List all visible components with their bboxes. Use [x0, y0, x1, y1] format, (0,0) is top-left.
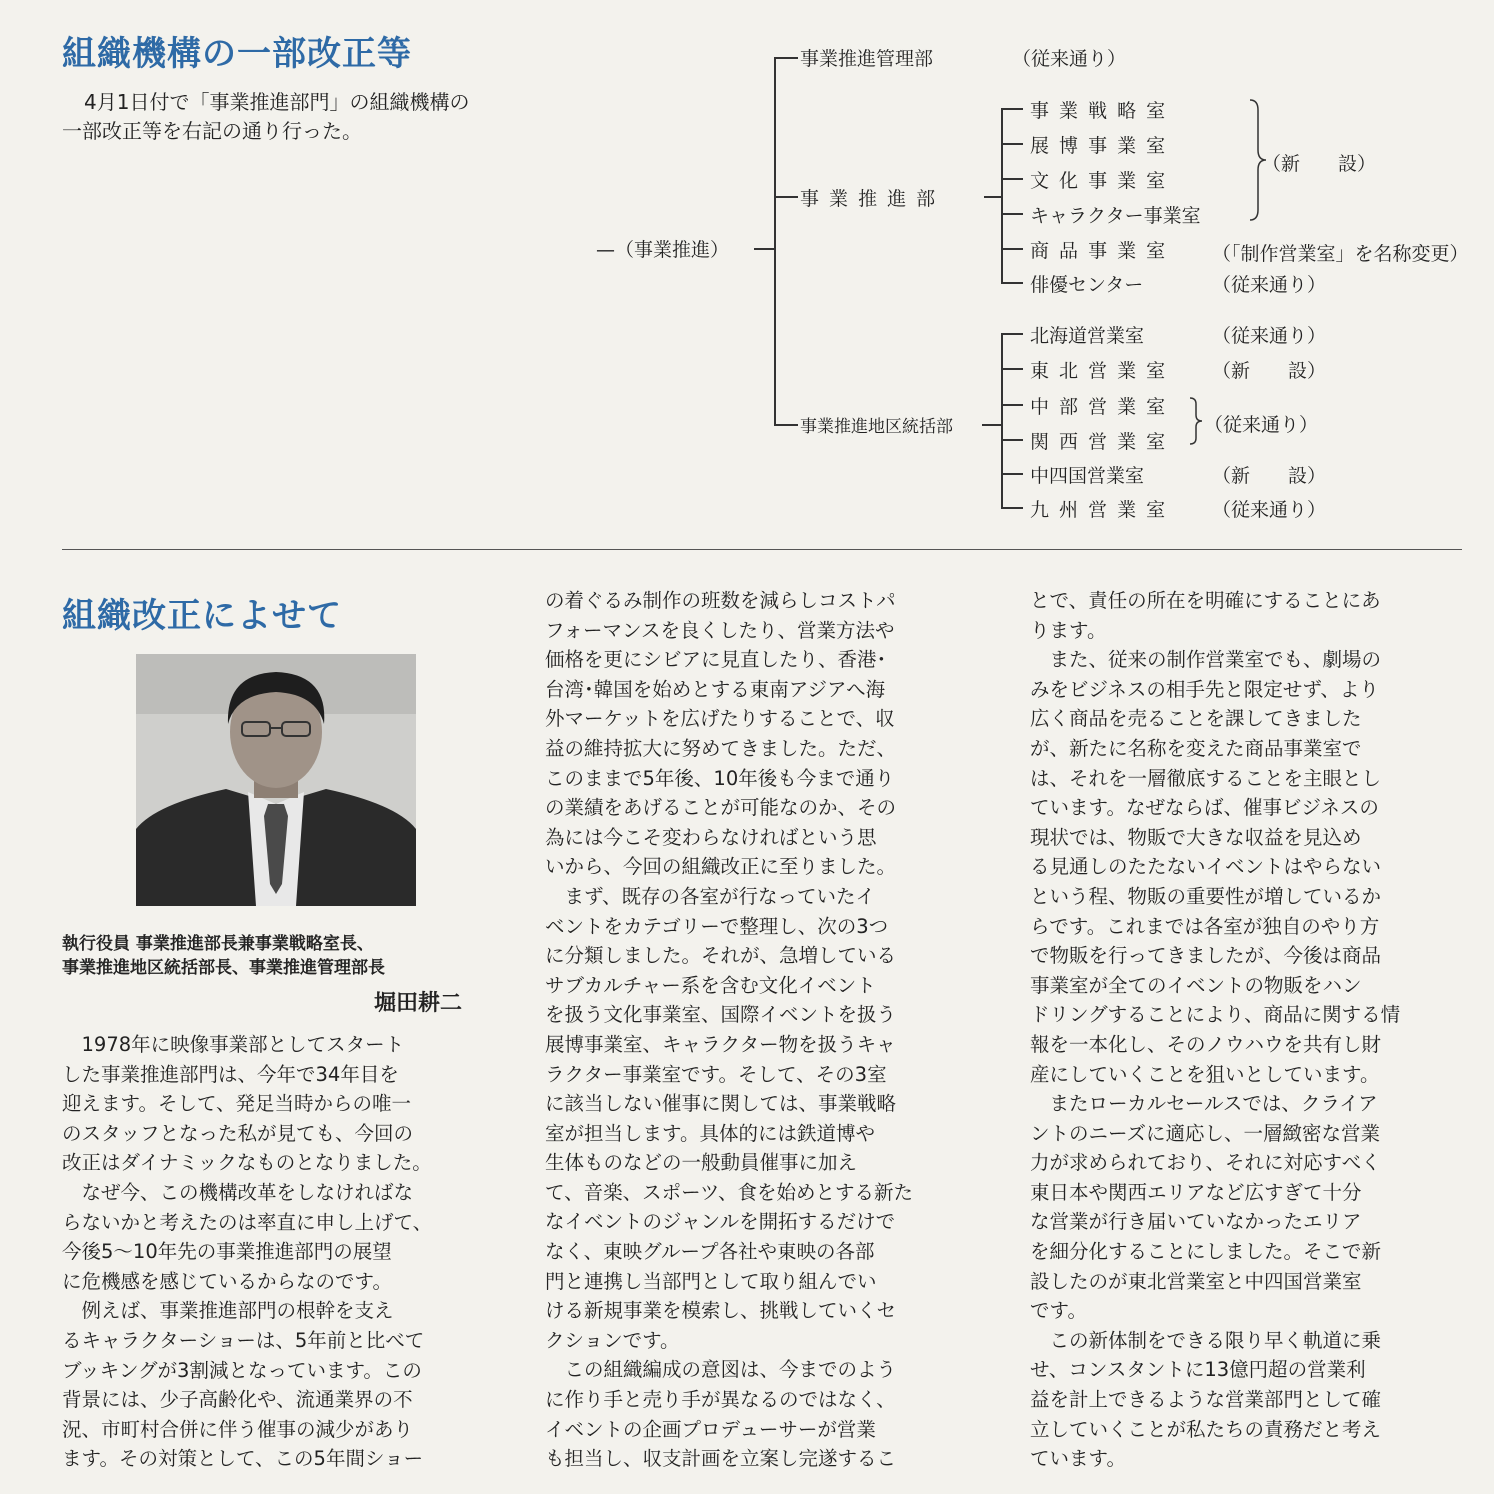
text-line: です。: [1030, 1299, 1087, 1323]
org-root: —（事業推進）: [596, 239, 730, 261]
org-note: （新 設）: [1212, 360, 1327, 382]
org-region: 事業推進地区統括部: [800, 417, 953, 437]
text-line: ける新規事業を模索し、挑戦していくセ: [545, 1299, 897, 1323]
text-line: 事業室が全てのイベントの物販をハン: [1030, 973, 1362, 997]
text-line: またローカルセールスでは、クライア: [1030, 1092, 1378, 1116]
org-note: （従来通り）: [1212, 499, 1327, 521]
text-line: の着ぐるみ制作の班数を減らしコストパ: [545, 589, 896, 612]
org-haiyu-note: （従来通り）: [1212, 274, 1327, 296]
text-line: サブカルチャー系を含む文化イベント: [545, 973, 876, 997]
text-line: なぜ今、この機構改革をしなければな: [62, 1180, 414, 1204]
text-line: に危機感を感じているからなのです。: [62, 1269, 392, 1293]
text-line: 為には今こそ変わらなければという思: [545, 825, 877, 849]
org-room: 商 品 事 業 室: [1030, 240, 1168, 262]
text-line: は、それを一層徹底することを主眼とし: [1030, 766, 1382, 790]
text-line: せ、コンスタントに13億円超の営業利: [1030, 1358, 1366, 1382]
text-line: ります。: [1030, 618, 1107, 642]
org-new-note: （新 設）: [1262, 153, 1377, 175]
intro-text: [62, 88, 469, 146]
text-line: ます。その対策として、この5年間ショー: [62, 1447, 424, 1471]
text-line: 外マーケットを広げたりすることで、収: [545, 707, 895, 731]
org-shohin-note: （「制作営業室」を名称変更）: [1212, 243, 1469, 265]
text-line: で物販を行ってきましたが、今後は商品: [1030, 944, 1382, 968]
text-line: 迎えます。そして、発足当時からの唯一: [62, 1092, 412, 1116]
brace-icon: [1188, 396, 1204, 446]
text-line: ています。: [1030, 1447, 1126, 1471]
caption-line: 事業推進地区統括部長、事業推進管理部長: [62, 958, 385, 978]
caption-line: 執行役員 事業推進部長兼事業戦略室長、: [62, 934, 374, 954]
org-room: 展 博 事 業 室: [1030, 135, 1168, 157]
text-line: 立していくことが私たちの責務だと考え: [1030, 1417, 1382, 1441]
intro-line: 4月1日付で「事業推進部門」の組織機構の: [84, 90, 470, 114]
author-name: 堀田耕二: [374, 991, 463, 1016]
org-room: キャラクター事業室: [1030, 205, 1201, 227]
text-line: な営業が行き届いていなかったエリア: [1030, 1210, 1362, 1234]
org-room: 中四国営業室: [1030, 465, 1145, 487]
text-line: らないかと考えたのは率直に申し上げて、: [62, 1210, 433, 1234]
org-room: 事 業 戦 略 室: [1030, 100, 1168, 122]
text-line: 設したのが東北営業室と中四国営業室: [1030, 1269, 1362, 1293]
text-line: も担当し、収支計画を立案し完遂するこ: [545, 1447, 897, 1471]
org-room: 中 部 営 業 室: [1030, 396, 1168, 418]
text-line: るキャラクターショーは、5年前と比べて: [62, 1328, 425, 1352]
text-line: また、従来の制作営業室でも、劇場の: [1030, 648, 1382, 672]
text-line: まず、既存の各室が行なっていたイ: [545, 884, 875, 908]
text-line: 改正はダイナミックなものとなりました。: [62, 1151, 432, 1175]
text-line: らです。これまでは各室が独自のやり方: [1030, 914, 1380, 938]
text-line: を細分化することにしました。そこで新: [1030, 1240, 1382, 1264]
text-line: この新体制をできる限り早く軌道に乗: [1030, 1328, 1382, 1352]
text-line: 報を一本化し、そのノウハウを共有し財: [1030, 1032, 1382, 1056]
text-line: ブッキングが3割減となっています。この: [62, 1358, 422, 1382]
org-dept: 事 業 推 進 部: [800, 188, 938, 210]
text-line: 室が担当します。具体的には鉄道博や: [545, 1121, 875, 1145]
text-line: 展博事業室、キャラクター物を扱うキャ: [545, 1032, 896, 1056]
text-line: 益を計上できるような営業部門として確: [1030, 1388, 1382, 1412]
section-title-essay: 組織改正によせて: [62, 596, 342, 636]
text-line: クションです。: [545, 1328, 680, 1352]
intro-line: 一部改正等を右記の通り行った。: [62, 119, 362, 143]
author-caption: [62, 932, 385, 980]
section-title-reform: 組織機構の一部改正等: [62, 34, 412, 74]
org-note: （従来通り）: [1204, 414, 1319, 436]
text-line: 産にしていくことを狙いとしています。: [1030, 1062, 1380, 1086]
text-line: て、音楽、スポーツ、食を始めとする新た: [545, 1180, 913, 1204]
org-note: （新 設）: [1212, 465, 1327, 487]
text-line: フォーマンスを良くしたり、営業方法や: [545, 618, 895, 642]
text-line: なイベントのジャンルを開拓するだけで: [545, 1210, 896, 1234]
text-line: この組織編成の意図は、今までのよう: [545, 1358, 897, 1382]
text-line: みをビジネスの相手先と限定せず、より: [1030, 677, 1379, 701]
text-line: した事業推進部門は、今年で34年目を: [62, 1062, 399, 1086]
essay-column-2: [545, 586, 913, 1474]
text-line: 東日本や関西エリアなど広すぎて十分: [1030, 1180, 1362, 1204]
org-mgmt: 事業推進管理部: [800, 48, 934, 70]
text-line: 生体ものなどの一般動員催事に加え: [545, 1151, 858, 1175]
text-line: の業績をあげることが可能なのか、その: [545, 796, 897, 820]
text-line: る見通しのたたないイベントはやらない: [1030, 855, 1382, 879]
org-room: 九 州 営 業 室: [1030, 499, 1168, 521]
text-line: 例えば、事業推進部門の根幹を支え: [62, 1299, 394, 1323]
text-line: とで、責任の所在を明確にすることにあ: [1030, 589, 1381, 612]
text-line: 広く商品を売ることを課してきました: [1030, 707, 1362, 731]
text-line: を扱う文化事業室、国際イベントを扱う: [545, 1003, 897, 1027]
text-line: 価格を更にシビアに見直したり、香港･: [545, 648, 887, 672]
text-line: このままで5年後、10年後も今まで通り: [545, 766, 895, 790]
text-line: ています。なぜならば、催事ビジネスの: [1030, 796, 1379, 820]
org-room: 俳優センター: [1030, 274, 1144, 296]
text-line: に作り手と売り手が異なるのではなく、: [545, 1388, 896, 1412]
section-divider: [62, 549, 1462, 550]
text-line: という程、物販の重要性が増しているか: [1030, 884, 1382, 908]
essay-column-1: [62, 1030, 432, 1474]
text-line: 力が求められており、それに対応すべく: [1030, 1151, 1381, 1175]
text-line: 況、市町村合併に伴う催事の減少があり: [62, 1417, 414, 1441]
text-line: 1978年に映像事業部としてスタート: [62, 1033, 405, 1056]
text-line: に該当しない催事に関しては、事業戦略: [545, 1092, 897, 1116]
essay-column-3: [1030, 586, 1400, 1474]
org-room: 関 西 営 業 室: [1030, 431, 1168, 453]
text-line: いから、今回の組織改正に至りました。: [545, 855, 897, 879]
text-line: ラクター事業室です。そして、その3室: [545, 1062, 887, 1086]
text-line: ントのニーズに適応し、一層緻密な営業: [1030, 1121, 1381, 1145]
text-line: に分類しました。それが、急増している: [545, 944, 897, 968]
org-room: 北海道営業室: [1030, 325, 1145, 347]
org-mgmt-note: （従来通り）: [1012, 48, 1127, 70]
text-line: のスタッフとなった私が見ても、今回の: [62, 1121, 414, 1145]
text-line: 益の維持拡大に努めてきました。ただ、: [545, 736, 897, 760]
text-line: ベントをカテゴリーで整理し、次の3つ: [545, 914, 889, 938]
org-room: 文 化 事 業 室: [1030, 170, 1168, 192]
text-line: ドリングすることにより、商品に関する情: [1030, 1003, 1401, 1027]
org-room: 東 北 営 業 室: [1030, 360, 1168, 382]
author-photo: [136, 654, 416, 906]
text-line: 背景には、少子高齢化や、流通業界の不: [62, 1388, 413, 1412]
text-line: イベントの企画プロデューサーが営業: [545, 1417, 876, 1441]
text-line: なく、東映グループ各社や東映の各部: [545, 1240, 875, 1264]
text-line: 現状では、物販で大きな収益を見込め: [1030, 825, 1362, 849]
text-line: 台湾･韓国を始めとする東南アジアへ海: [545, 677, 886, 701]
text-line: 今後5～10年先の事業推進部門の展望: [62, 1240, 392, 1264]
text-line: が、新たに名称を変えた商品事業室で: [1030, 736, 1362, 760]
org-note: （従来通り）: [1212, 325, 1327, 347]
text-line: 門と連携し当部門として取り組んでい: [545, 1269, 877, 1293]
